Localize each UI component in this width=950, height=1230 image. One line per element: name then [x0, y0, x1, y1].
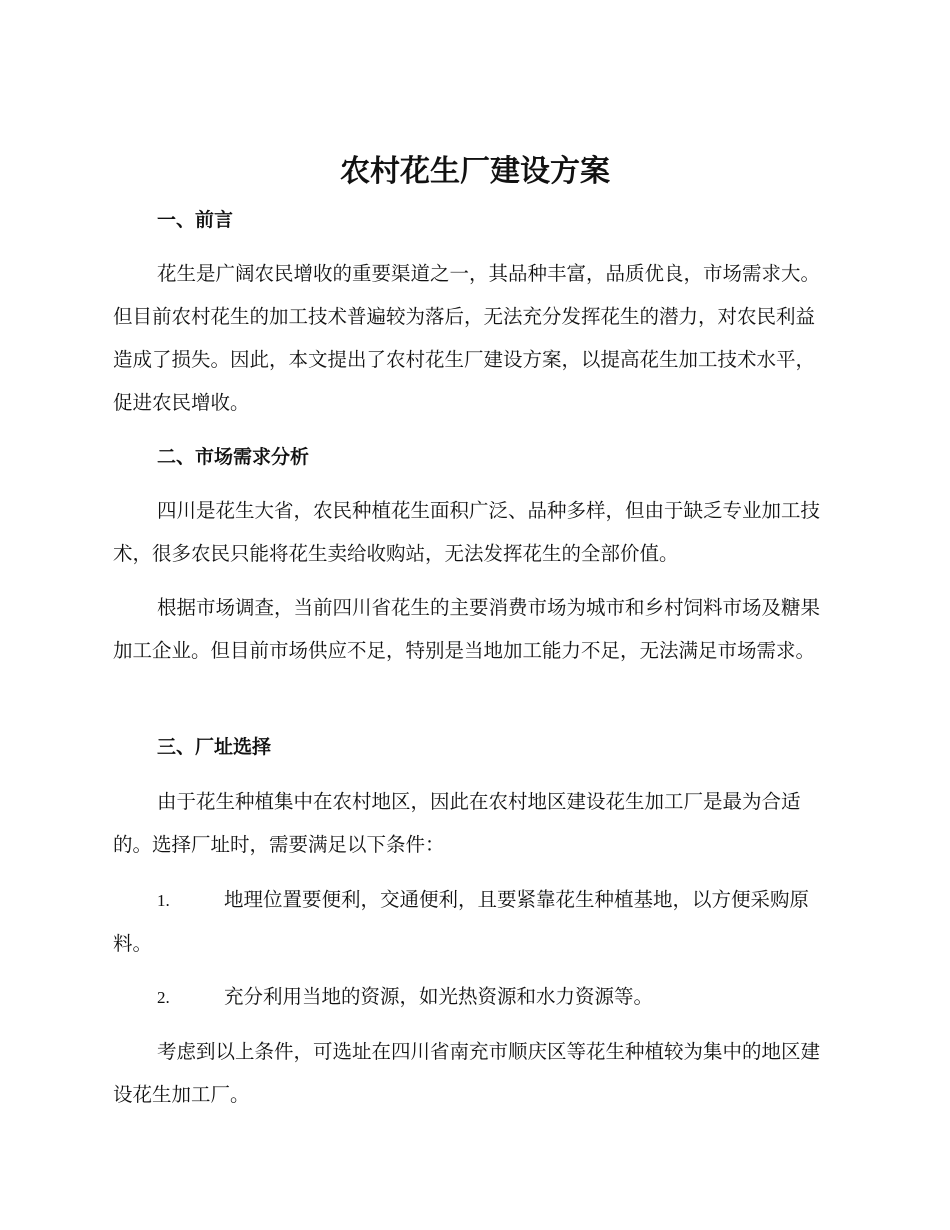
- paragraph-preface: 花生是广阔农民增收的重要渠道之一，其品种丰富，品质优良，市场需求大。但目前农村花生的加工技术普遍较为落后，无法充分发挥花生的潜力，对农民利益造成了损失。因此，本文提出了农村花生厂建设方案，以提高花生加工技术水平，促进农民增收。: [113, 262, 821, 414]
- list-item-number: 1.: [157, 891, 170, 910]
- list-item: [113, 878, 831, 965]
- paragraph-site-conclusion: 考虑到以上条件，可选址在四川省南充市顺庆区等花生种植较为集中的地区建设花生加工厂。: [113, 1040, 821, 1106]
- list-item-text: 充分利用当地的资源，如光热资源和水力资源等。: [224, 985, 654, 1008]
- list-item: [113, 975, 831, 1019]
- paragraph-site-intro: 由于花生种植集中在农村地区，因此在农村地区建设花生加工厂是最为合适的。选择厂址时，需要满足以下条件：: [113, 790, 801, 856]
- paragraph-market-2: 根据市场调查，当前四川省花生的主要消费市场为城市和乡村饲料市场及糖果加工企业。但目前市场供应不足，特别是当地加工能力不足，无法满足市场需求。: [113, 596, 821, 662]
- section-heading-market-analysis: 二、市场需求分析: [157, 446, 310, 468]
- list-item-number: 2.: [157, 988, 170, 1007]
- document-title: 农村花生厂建设方案: [340, 154, 610, 189]
- list-item-text: 地理位置要便利，交通便利，且要紧靠花生种植基地，以方便采购原料。: [113, 888, 810, 955]
- paragraph-market-1: 四川是花生大省，农民种植花生面积广泛、品种多样，但由于缺乏专业加工技术，很多农民只能将花生卖给收购站，无法发挥花生的全部价值。: [113, 499, 821, 565]
- section-heading-preface: 一、前言: [157, 209, 234, 231]
- section-heading-site-selection: 三、厂址选择: [157, 736, 272, 758]
